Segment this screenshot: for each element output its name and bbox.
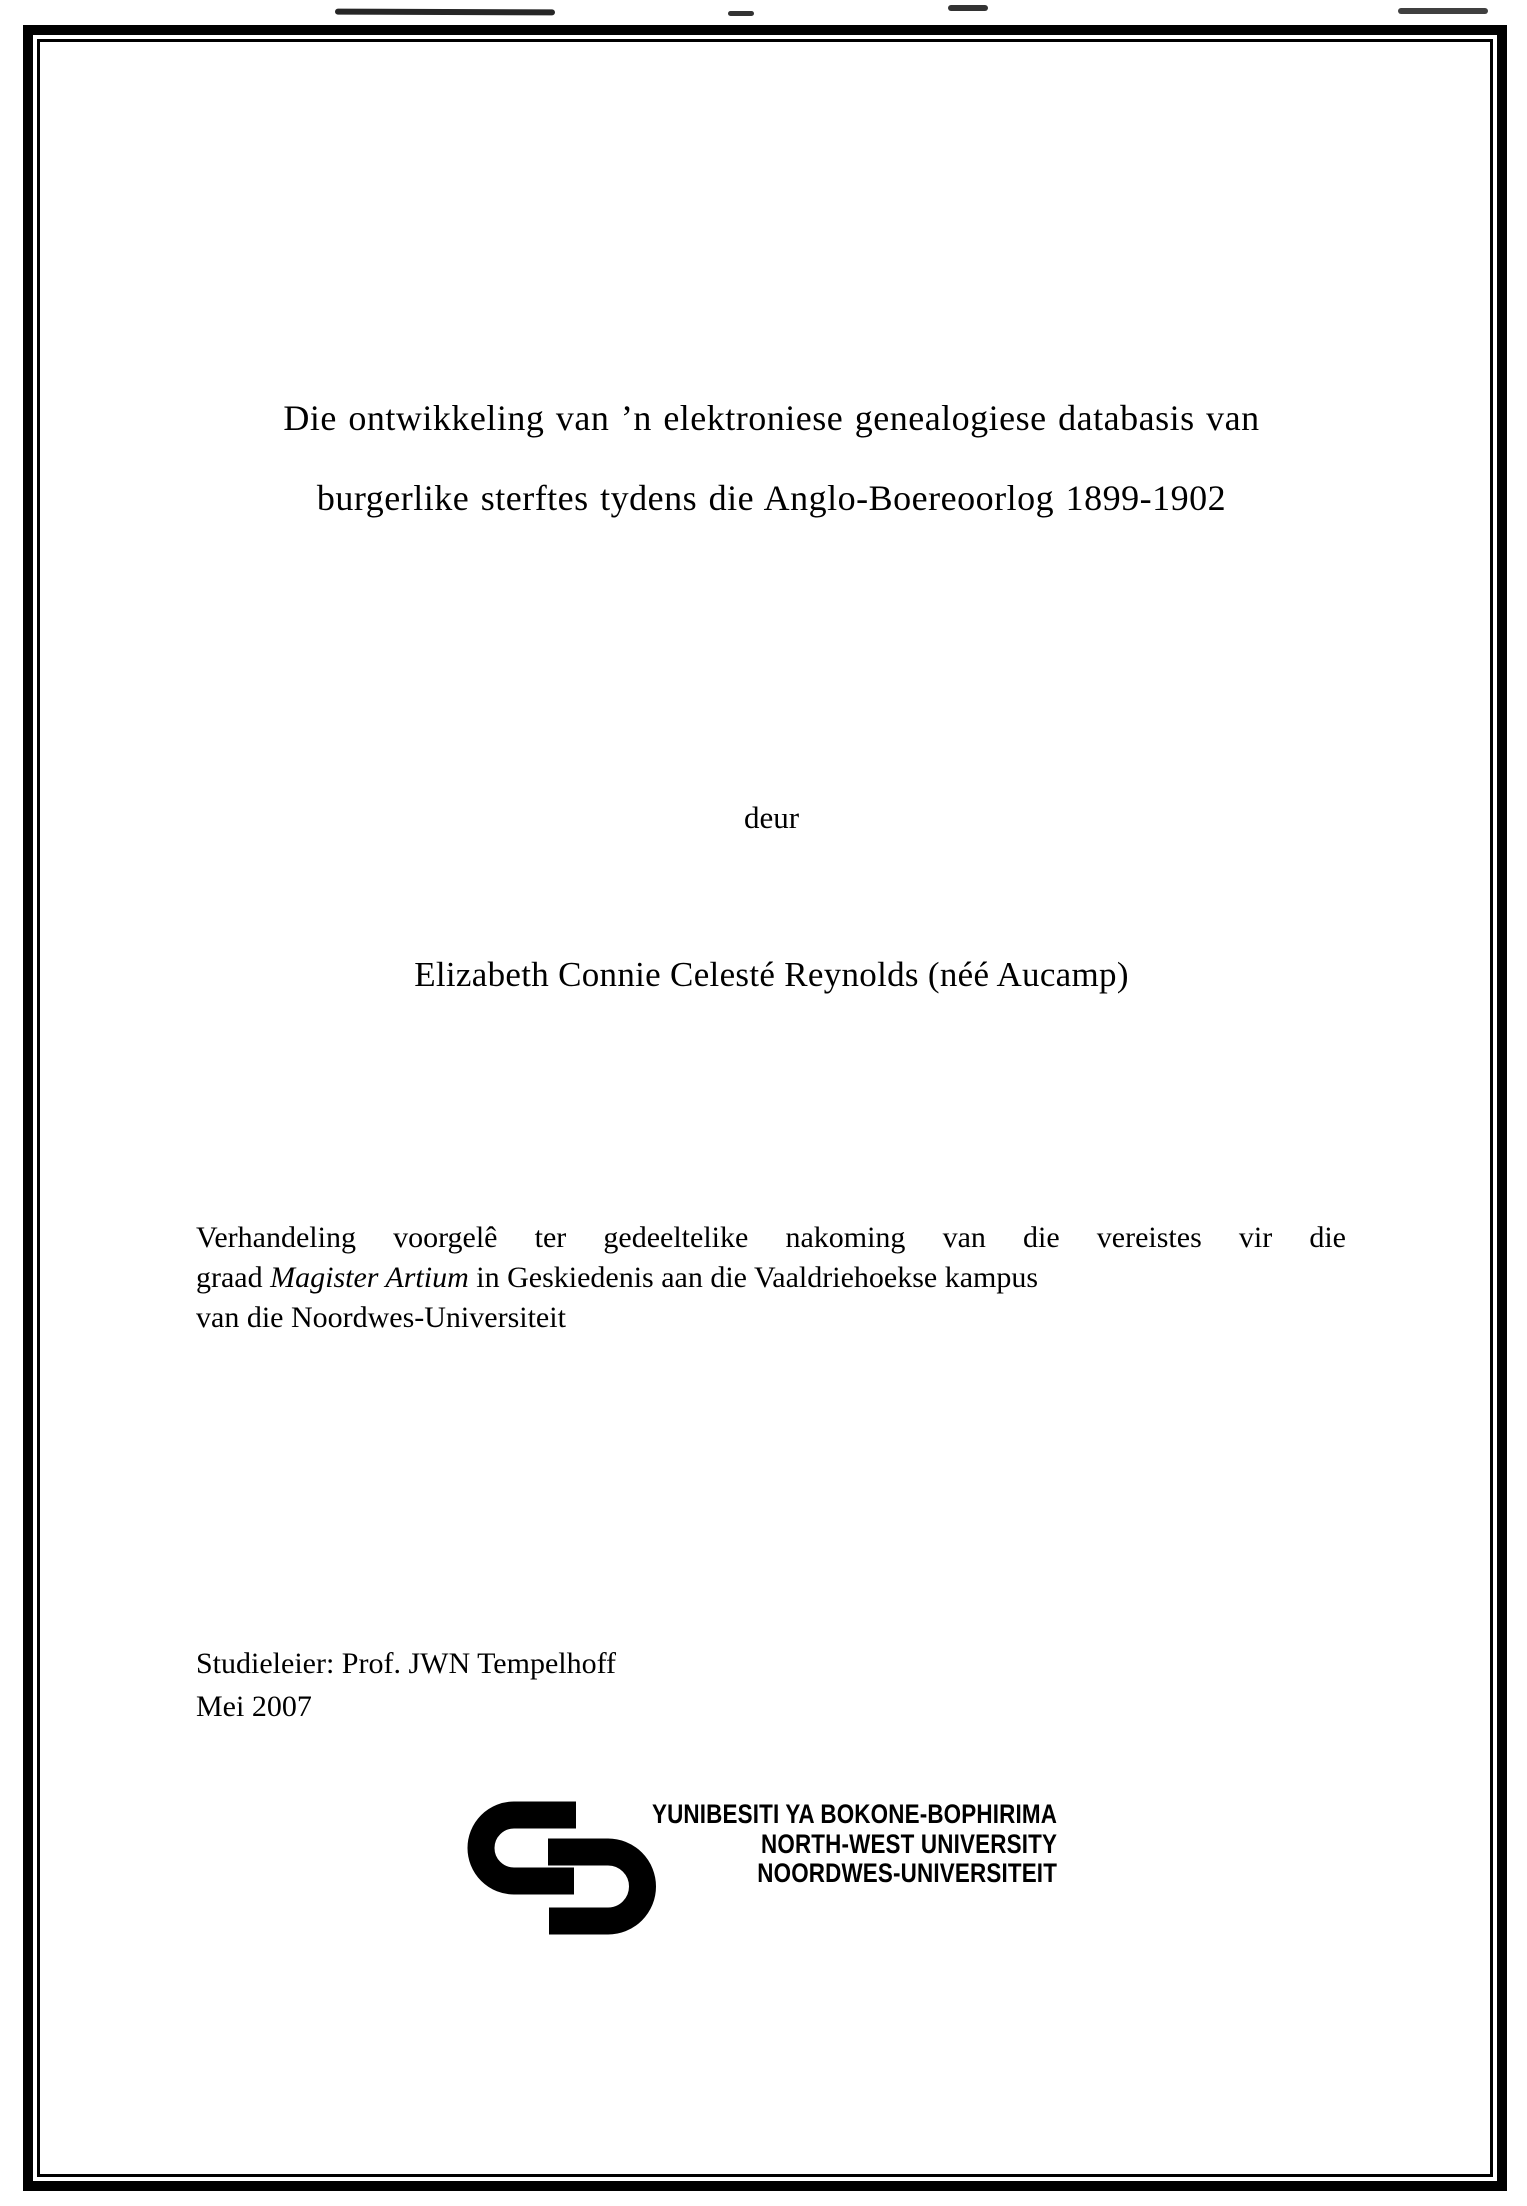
supervisor-line: Studieleier: Prof. JWN Tempelhoff (196, 1647, 617, 1680)
logo-text-line-2: NORTH-WEST UNIVERSITY (760, 1828, 1057, 1859)
logo-text-line-1: YUNIBESITI YA BOKONE-BOPHIRIMA (651, 1799, 1057, 1829)
date-line: Mei 2007 (196, 1690, 312, 1723)
declaration-line-1: Verhandeling voorgelê ter gedeeltelike nakoming van die vereistes vir die (196, 1221, 1346, 1254)
declaration-line-3: van die Noordwes-Universiteit (196, 1301, 566, 1334)
title-line-2: burgerlike sterftes tydens die Anglo-Boereoorlog 1899-1902 (316, 478, 1227, 518)
declaration-line-2-post: in Geskiedenis aan die Vaaldriehoekse kampus (468, 1261, 1039, 1294)
degree-name-italic: Magister Artium (270, 1261, 469, 1294)
nwu-chain-links-logo-icon (462, 1800, 662, 1937)
declaration-line-2 (196, 1258, 1346, 1298)
declaration-line-2-pre: graad (196, 1261, 271, 1294)
byline-label: deur (743, 800, 800, 835)
title-line-1: Die ontwikkeling van ’n elektroniese genealogiese databasis van (283, 398, 1260, 438)
degree-declaration (196, 1218, 1346, 1338)
supervisor-block (196, 1642, 616, 1728)
logo-text-line-3: NOORDWES-UNIVERSITEIT (757, 1858, 1057, 1888)
university-logo-text (652, 1800, 1057, 1889)
page-title (16, 378, 1527, 538)
author-name: Elizabeth Connie Celesté Reynolds (néé Aucamp) (414, 955, 1129, 994)
